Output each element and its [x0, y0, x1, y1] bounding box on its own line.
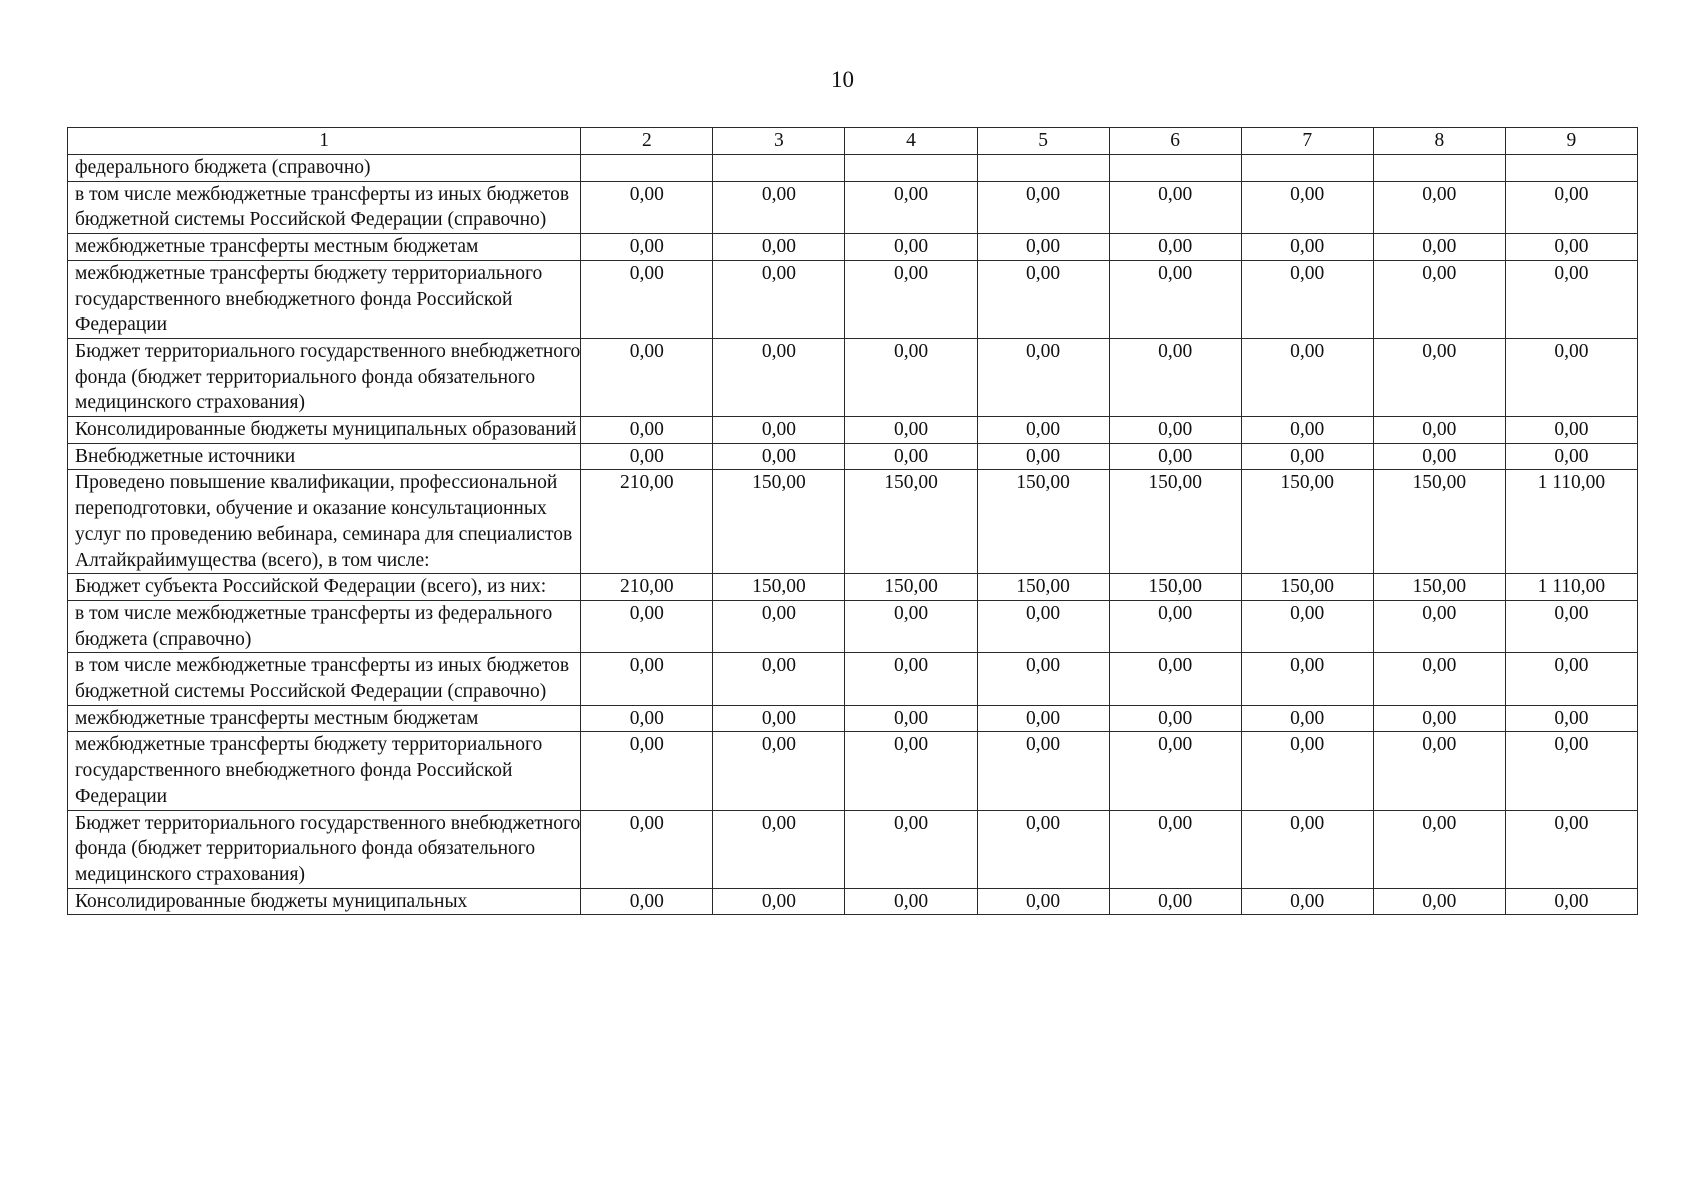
column-header: 6	[1109, 128, 1241, 155]
cell-value: 0,00	[1373, 600, 1505, 652]
cell-value: 0,00	[845, 705, 977, 732]
cell-value: 0,00	[845, 234, 977, 261]
cell-value: 150,00	[713, 470, 845, 574]
cell-value: 0,00	[1241, 417, 1373, 444]
cell-value: 0,00	[581, 888, 713, 915]
cell-value: 0,00	[1505, 732, 1637, 810]
cell-value: 0,00	[977, 705, 1109, 732]
cell-value: 150,00	[1241, 470, 1373, 574]
cell-value: 0,00	[1373, 443, 1505, 470]
page-number: 10	[831, 67, 854, 92]
cell-value: 0,00	[845, 260, 977, 338]
cell-value	[1373, 155, 1505, 182]
cell-value: 0,00	[977, 181, 1109, 233]
cell-value: 0,00	[845, 181, 977, 233]
cell-value: 0,00	[581, 810, 713, 888]
table-row	[68, 810, 1638, 888]
cell-value: 0,00	[1109, 234, 1241, 261]
cell-value: 0,00	[713, 600, 845, 652]
cell-value: 150,00	[845, 470, 977, 574]
cell-value: 0,00	[977, 653, 1109, 705]
cell-value: 0,00	[713, 888, 845, 915]
header-row	[68, 128, 1638, 155]
table-row	[68, 653, 1638, 705]
row-label: в том числе межбюджетные трансферты из федерального бюджета (справочно)	[68, 600, 581, 652]
cell-value: 0,00	[1505, 653, 1637, 705]
cell-value: 0,00	[1241, 810, 1373, 888]
cell-value: 0,00	[1373, 417, 1505, 444]
row-label: межбюджетные трансферты бюджету территориального государственного внебюджетного фонда Российской Федерации	[68, 732, 581, 810]
cell-value: 0,00	[581, 181, 713, 233]
table-row	[68, 181, 1638, 233]
budget-table	[67, 127, 1638, 915]
cell-value: 150,00	[713, 574, 845, 601]
table-row	[68, 443, 1638, 470]
cell-value	[581, 155, 713, 182]
cell-value: 0,00	[977, 417, 1109, 444]
cell-value: 0,00	[1505, 181, 1637, 233]
cell-value: 0,00	[1505, 338, 1637, 416]
column-header: 5	[977, 128, 1109, 155]
cell-value: 0,00	[1373, 234, 1505, 261]
table-row	[68, 260, 1638, 338]
cell-value: 1 110,00	[1505, 470, 1637, 574]
row-label: межбюджетные трансферты местным бюджетам	[68, 234, 581, 261]
cell-value: 150,00	[1109, 470, 1241, 574]
cell-value: 0,00	[1505, 888, 1637, 915]
cell-value	[977, 155, 1109, 182]
cell-value: 0,00	[581, 443, 713, 470]
table-header	[68, 128, 1638, 155]
column-header: 4	[845, 128, 977, 155]
cell-value: 150,00	[1109, 574, 1241, 601]
cell-value: 0,00	[1505, 260, 1637, 338]
cell-value: 0,00	[1505, 600, 1637, 652]
cell-value: 0,00	[1505, 417, 1637, 444]
cell-value: 0,00	[977, 234, 1109, 261]
cell-value	[1505, 155, 1637, 182]
cell-value: 0,00	[713, 234, 845, 261]
cell-value: 0,00	[1241, 338, 1373, 416]
cell-value: 0,00	[713, 338, 845, 416]
cell-value: 0,00	[1109, 181, 1241, 233]
cell-value: 0,00	[1505, 234, 1637, 261]
cell-value: 0,00	[713, 810, 845, 888]
cell-value: 0,00	[1373, 732, 1505, 810]
row-label: федерального бюджета (справочно)	[68, 155, 581, 182]
cell-value: 0,00	[1109, 810, 1241, 888]
table-body	[68, 155, 1638, 915]
cell-value: 0,00	[581, 705, 713, 732]
cell-value: 0,00	[1241, 888, 1373, 915]
cell-value: 0,00	[845, 810, 977, 888]
cell-value: 0,00	[1241, 732, 1373, 810]
cell-value: 0,00	[1373, 653, 1505, 705]
cell-value: 0,00	[713, 417, 845, 444]
row-label: Бюджет субъекта Российской Федерации (всего), из них:	[68, 574, 581, 601]
cell-value: 0,00	[1241, 705, 1373, 732]
cell-value: 150,00	[1373, 574, 1505, 601]
row-label: межбюджетные трансферты бюджету территориального государственного внебюджетного фонда Российской Федерации	[68, 260, 581, 338]
cell-value: 0,00	[1109, 417, 1241, 444]
table-row	[68, 600, 1638, 652]
table-row	[68, 338, 1638, 416]
cell-value: 0,00	[977, 600, 1109, 652]
cell-value	[845, 155, 977, 182]
cell-value: 0,00	[1241, 260, 1373, 338]
cell-value: 0,00	[845, 338, 977, 416]
cell-value: 0,00	[977, 260, 1109, 338]
cell-value: 0,00	[713, 443, 845, 470]
row-label: в том числе межбюджетные трансферты из иных бюджетов бюджетной системы Российской Федерации (справочно)	[68, 653, 581, 705]
cell-value: 0,00	[581, 338, 713, 416]
cell-value: 150,00	[977, 470, 1109, 574]
cell-value: 0,00	[1109, 338, 1241, 416]
cell-value	[1109, 155, 1241, 182]
cell-value: 150,00	[1373, 470, 1505, 574]
cell-value: 0,00	[581, 653, 713, 705]
cell-value: 0,00	[1373, 338, 1505, 416]
cell-value: 0,00	[713, 732, 845, 810]
row-label: Консолидированные бюджеты муниципальных образований	[68, 417, 581, 444]
cell-value: 0,00	[1109, 732, 1241, 810]
cell-value	[1241, 155, 1373, 182]
cell-value: 0,00	[977, 443, 1109, 470]
row-label: Бюджет территориального государственного внебюджетного фонда (бюджет территориального фонда обязательного медицинского страхования)	[68, 338, 581, 416]
table-row	[68, 155, 1638, 182]
cell-value	[713, 155, 845, 182]
cell-value: 0,00	[1373, 705, 1505, 732]
cell-value: 0,00	[845, 600, 977, 652]
column-header: 7	[1241, 128, 1373, 155]
table-row	[68, 705, 1638, 732]
table-row	[68, 470, 1638, 574]
cell-value: 0,00	[1109, 888, 1241, 915]
cell-value: 0,00	[1505, 443, 1637, 470]
table-row	[68, 888, 1638, 915]
column-header: 2	[581, 128, 713, 155]
table-row	[68, 732, 1638, 810]
column-header: 8	[1373, 128, 1505, 155]
cell-value: 0,00	[1241, 234, 1373, 261]
cell-value: 0,00	[1373, 181, 1505, 233]
cell-value: 0,00	[1373, 260, 1505, 338]
cell-value: 0,00	[845, 443, 977, 470]
cell-value: 0,00	[1505, 810, 1637, 888]
cell-value: 0,00	[581, 600, 713, 652]
cell-value: 0,00	[713, 260, 845, 338]
cell-value: 0,00	[1109, 705, 1241, 732]
cell-value: 0,00	[1373, 810, 1505, 888]
cell-value: 0,00	[713, 705, 845, 732]
cell-value: 150,00	[1241, 574, 1373, 601]
cell-value: 0,00	[977, 810, 1109, 888]
cell-value: 150,00	[845, 574, 977, 601]
cell-value: 0,00	[1373, 888, 1505, 915]
cell-value: 0,00	[977, 888, 1109, 915]
cell-value: 150,00	[977, 574, 1109, 601]
cell-value: 210,00	[581, 574, 713, 601]
cell-value: 0,00	[845, 888, 977, 915]
table-row	[68, 234, 1638, 261]
cell-value: 0,00	[581, 732, 713, 810]
table-row	[68, 417, 1638, 444]
cell-value: 0,00	[1241, 443, 1373, 470]
cell-value: 0,00	[713, 181, 845, 233]
row-label: в том числе межбюджетные трансферты из иных бюджетов бюджетной системы Российской Федерации (справочно)	[68, 181, 581, 233]
row-label: Бюджет территориального государственного внебюджетного фонда (бюджет территориального фонда обязательного медицинского страхования)	[68, 810, 581, 888]
cell-value: 0,00	[1109, 443, 1241, 470]
cell-value: 0,00	[1109, 260, 1241, 338]
cell-value: 0,00	[1109, 600, 1241, 652]
cell-value: 0,00	[1241, 653, 1373, 705]
column-header: 1	[68, 128, 581, 155]
column-header: 9	[1505, 128, 1637, 155]
cell-value: 0,00	[845, 653, 977, 705]
cell-value: 0,00	[1505, 705, 1637, 732]
cell-value: 0,00	[713, 653, 845, 705]
cell-value: 0,00	[1109, 653, 1241, 705]
row-label: межбюджетные трансферты местным бюджетам	[68, 705, 581, 732]
cell-value: 210,00	[581, 470, 713, 574]
cell-value: 0,00	[845, 732, 977, 810]
cell-value: 0,00	[1241, 181, 1373, 233]
table-row	[68, 574, 1638, 601]
cell-value: 0,00	[581, 234, 713, 261]
cell-value: 0,00	[581, 417, 713, 444]
cell-value: 0,00	[977, 732, 1109, 810]
row-label: Внебюджетные источники	[68, 443, 581, 470]
cell-value: 0,00	[977, 338, 1109, 416]
cell-value: 0,00	[1241, 600, 1373, 652]
row-label: Консолидированные бюджеты муниципальных	[68, 888, 581, 915]
column-header: 3	[713, 128, 845, 155]
row-label: Проведено повышение квалификации, профессиональной переподготовки, обучение и оказание консультационных услуг по проведению вебинара, семинара для специалистов Алтайкрайимущества (всего), в том числе:	[68, 470, 581, 574]
cell-value: 0,00	[581, 260, 713, 338]
cell-value: 0,00	[845, 417, 977, 444]
cell-value: 1 110,00	[1505, 574, 1637, 601]
